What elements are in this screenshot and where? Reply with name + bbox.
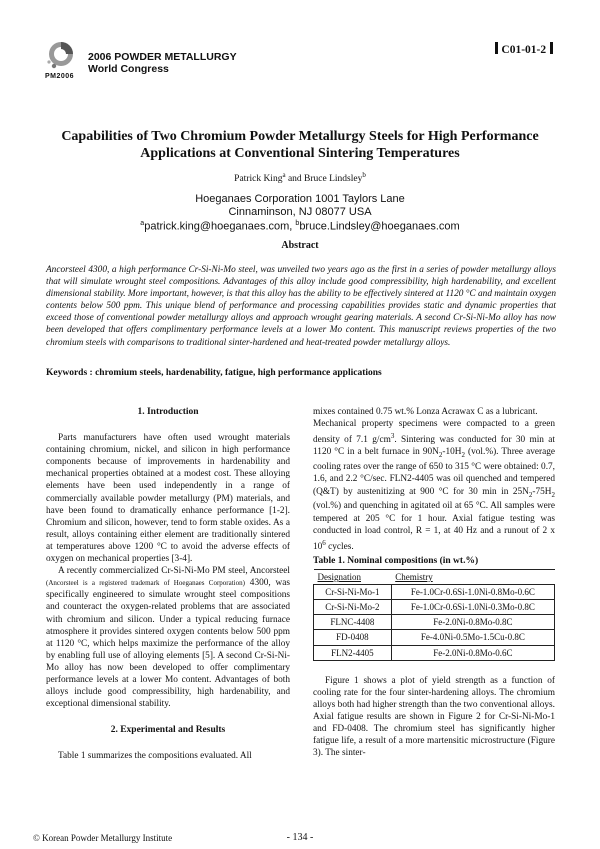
table-row [314,600,555,615]
table-cell: Fe-1.0Cr-0.6Si-1.0Ni-0.3Mo-0.8C [391,600,554,615]
right-paragraph-2: Mechanical property specimens were compacted to a green density of 7.1 $g/cm^3$. Sintering was conducted for 30 min at 1120 °C in a belt furnace in $90N_2-10H_2$ (vol.%). Three average cooling rates over the range of 650 to 315 °C were obtained: 0.7, 1.6, and 2.2 °C/sec. FLN2-4405 was oil quenched and tempered (Q&T) by austenitizing at 900 °C for 30 min in $25N_2-75H_2$ (vol.%) and quenching in agitated oil at 65 °C. All samples were tempered at 205 °C for 1 hour. Axial fatigue testing was conducted in load control, R = 1, at 40 Hz and a runout of 2 x $10^6$ cycles. [313,419,555,552]
title-line2: Applications at Conventional Sintering Temperatures [140,146,460,161]
paper-code: C01-01-2 [494,42,554,56]
affiliation-line1: Hoeganaes Corporation 1001 Taylors Lane [195,193,405,205]
table-row [314,615,555,630]
abstract-heading: Abstract [281,240,319,251]
conference-line1: 2006 POWDER METALLURGY [88,51,237,63]
page-number: - 134 - [286,832,314,843]
table-header: Chemistry [391,570,554,585]
experimental-paragraph-1: Table 1 summarizes the compositions evaluated. All [58,751,252,762]
table-cell: Cr-Si-Ni-Mo-1 [314,585,392,600]
right-paragraph-1: mixes contained 0.75 wt.% Lonza Acrawax C as a lubricant. [313,407,538,417]
right-column [313,406,555,759]
table-cell: FLN2-4405 [314,645,392,660]
authors: Patrick King$^a$ and Bruce Lindsley$^b$ [234,171,366,185]
emails: $^a$patrick.king@hoeganaes.com, $^b$bruce.Lindsley@hoeganaes.com [140,220,460,233]
table-caption: Table 1. Nominal compositions (in wt.%) [313,555,479,566]
title-line1: Capabilities of Two Chromium Powder Metallurgy Steels for High Performance [61,129,539,144]
intro-paragraph-1: Parts manufacturers have often used wrought materials containing chromium, nickel, and silicon in high performance components because of improvements in hardenability and mechanical properties obtained at a modest cost. These alloying elements have been used independently in a range of commercially available powder metallurgy (PM) materials, and have been found to dramatically enhance performance [1-2]. Chromium and silicon, however, tend to form stable oxides. As a result, alloys containing either element are traditionally sintered at temperatures above 1200 °C to avoid the adverse effects of oxygen on mechanical properties [3-4]. [46,433,290,565]
right-paragraph-3: Figure 1 shows a plot of yield strength as a function of cooling rate for the four sinter-hardening alloys. The chromium alloys both had higher strength than the two conventional alloys. Axial fatigue results are shown in Figure 2 for Cr-Si-Ni-Mo-1 and FD-0408. The chromium steel has significantly higher fatigue life, a result of a more martensitic microstructure (Figure 3). The sinter- [313,675,555,759]
affiliation [40,193,560,233]
table-cell: FD-0408 [314,630,392,645]
table-row [314,585,555,600]
pm2006-logo-mark [46,40,76,72]
conference-line2: World Congress [88,63,169,75]
table-cell: Fe-2.0Ni-0.8Mo-0.6C [391,645,554,660]
section-heading-introduction: 1. Introduction [137,407,199,417]
copyright: © Korean Powder Metallurgy Institute [33,833,173,843]
table-cell: Fe-1.0Cr-0.6Si-1.0Ni-0.8Mo-0.6C [391,585,554,600]
table-row [314,645,555,660]
table-cell: FLNC-4408 [314,615,392,630]
trademark-note: (Ancorsteel is a registered trademark of Hoeganaes Corporation) [46,579,245,588]
bar-mark-icon [495,42,498,54]
table-header: Designation [314,570,392,585]
compositions-table [313,569,555,661]
conference-name [88,51,237,75]
abstract-text: Ancorsteel 4300, a high performance Cr-Si-Ni-Mo steel, was unveiled two years ago as the first in a series of powder metallurgy alloys that will simulate wrought steel compositions. Advantages of this alloy include good compressibility, high hardenability, and excellent dimensional stability. More important, however, is that this alloy has the ability to be effectively sintered at 1120 °C and maintain oxygen contents below 500 ppm. This unique blend of performance and processing capabilities provides static and dynamic properties that exceed those of conventional powder metallurgy alloys and approach wrought gearing materials. A second Cr-Si-Ni-Mo alloy has now been developed that offers complimentary performance levels at a lower Mo content. This manuscript reviews properties of the two chromium steels with comparisons to traditional sinter-hardened and heat-treated powder metallurgy alloys. [46,265,556,348]
keywords: Keywords : chromium steels, hardenability, fatigue, high performance applications [46,368,382,378]
paper-title [40,128,560,162]
left-column [46,406,290,762]
section-heading-experimental: 2. Experimental and Results [110,725,226,736]
table-cell: Fe-2.0Ni-0.8Mo-0.8C [391,615,554,630]
intro-paragraph-2: A recently commercialized Cr-Si-Ni-Mo PM steel, Ancorsteel (Ancorsteel is a registered trademark of Hoeganaes Corporation) 4300, was specifically engineered to simulate wrought steel compositions and counteract the oxygen-related problems that are associated with chromium and silicon. Under a typical reducing furnace atmosphere it provides sintered oxygen contents below 500 ppm at 1120 °C, which helps maximize the performance of the alloy by enabling full use of alloying elements [5]. A second Cr-Si-Ni-Mo alloy has now been developed to offer complimentary performance levels at a lower Mo content. Advantages of both alloys include good compressibility, high hardenability, and exceptional dimensional stability. [46,566,291,710]
affiliation-line2: Cinnaminson, NJ 08077 USA [228,205,372,218]
table-cell: Fe-4.0Ni-0.5Mo-1.5Cu-0.8C [391,630,554,645]
logo-text: PM2006 [45,73,75,80]
table-cell: Cr-Si-Ni-Mo-2 [314,600,392,615]
bar-mark-icon [550,42,553,54]
table-row [314,630,555,645]
